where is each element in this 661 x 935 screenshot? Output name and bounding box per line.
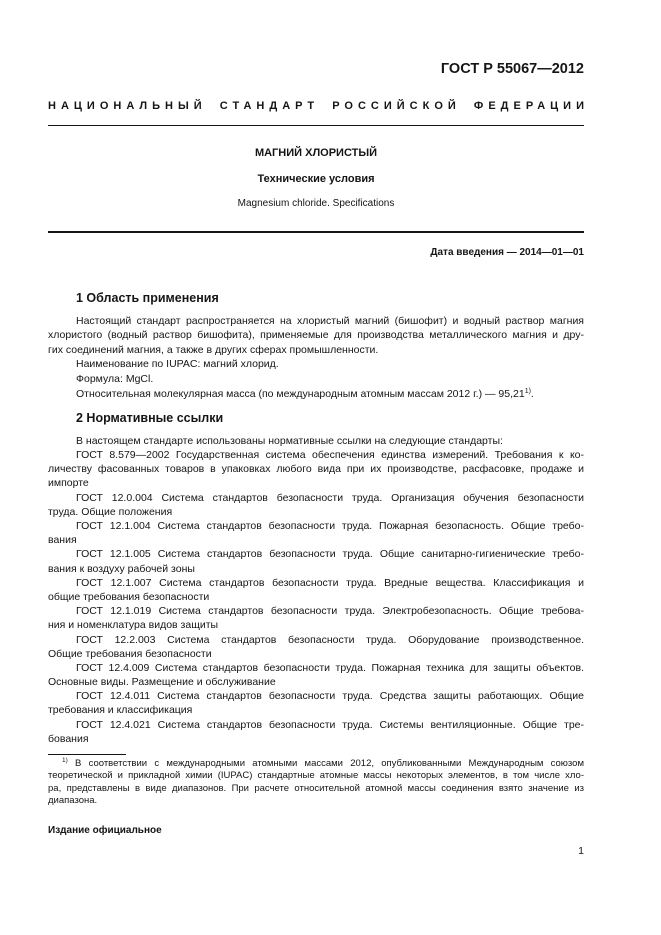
reference-entry xyxy=(48,491,584,519)
paragraph-line: гих соединений магния, а также в других сферах промышленности. xyxy=(48,343,379,356)
iupac-name-line: Наименование по IUPAC: магний хлорид. xyxy=(76,358,279,371)
footnote xyxy=(48,758,584,808)
reference-line: общие требования безопасности xyxy=(48,590,210,603)
reference-line: вания к воздуху рабочей зоны xyxy=(48,562,195,575)
reference-entry xyxy=(48,547,584,575)
reference-line: труда. Общие положения xyxy=(48,505,173,518)
paragraph xyxy=(48,314,584,358)
reference-entry xyxy=(48,718,584,746)
reference-line: требования и классификация xyxy=(48,704,193,717)
document-english-title: Magnesium chloride. Specifications xyxy=(237,198,395,209)
footnote-line: диапазона. xyxy=(48,795,98,807)
document-subtitle: Технические условия xyxy=(257,173,375,185)
reference-line: ГОСТ 12.0.004 Система стандартов безопасности труда. Организация обучения безопасности xyxy=(76,491,584,504)
formula-line: Формула: MgCl. xyxy=(76,373,154,386)
reference-entry xyxy=(48,576,584,604)
footnote-line: теоретической и прикладной химии (IUPAC) стандартные атомные массы некоторых элементов, в том числе хло- xyxy=(48,770,584,782)
page-number: 1 xyxy=(578,845,584,857)
header-divider xyxy=(48,125,584,126)
paragraph-line: хлористого (водный раствор бишофита), применяемые для производства металлического магния и дру- xyxy=(48,329,584,342)
standard-code: ГОСТ Р 55067—2012 xyxy=(440,61,584,77)
footnote-line: ра, представлены в виде диапазонов. При расчете относительной атомной массы соединения взято значение из xyxy=(48,782,584,794)
official-edition-label: Издание официальное xyxy=(48,825,162,836)
references-intro: В настоящем стандарте использованы нормативные ссылки на следующие стандарты: xyxy=(76,434,503,447)
footnote-reference: 1) xyxy=(524,387,531,395)
reference-line: вания xyxy=(48,534,77,547)
reference-line: ГОСТ 12.1.004 Система стандартов безопасности труда. Пожарная безопасность. Общие требо- xyxy=(76,520,584,533)
effective-date: Дата введения — 2014—01—01 xyxy=(430,247,584,258)
reference-line: Основные виды. Размещение и обслуживание xyxy=(48,676,276,689)
reference-entry xyxy=(48,448,584,491)
reference-line: личеству фасованных товаров в упаковках любого вида при их производстве, расфасовке, продаже и xyxy=(48,463,584,476)
section-body-scope xyxy=(48,314,584,402)
reference-line: бования xyxy=(48,732,89,745)
reference-line: ГОСТ 12.4.021 Система стандартов безопасности труда. Системы вентиляционные. Общие тре- xyxy=(76,718,584,731)
molecular-mass-line xyxy=(48,387,584,402)
national-standard-banner: НАЦИОНАЛЬНЫЙ СТАНДАРТ РОССИЙСКОЙ ФЕДЕРАЦИИ xyxy=(48,100,589,112)
paragraph-line: Настоящий стандарт распространяется на хлористый магний (бишофит) и водный раствор магния xyxy=(76,314,584,327)
document-title: МАГНИЙ ХЛОРИСТЫЙ xyxy=(254,147,378,159)
section-heading-references: 2 Нормативные ссылки xyxy=(76,411,224,425)
reference-entry xyxy=(48,689,584,717)
reference-line: ГОСТ 12.4.011 Система стандартов безопасности труда. Средства защиты работающих. Общие xyxy=(76,690,584,703)
reference-line: ГОСТ 12.2.003 Система стандартов безопасности труда. Оборудование производственное. xyxy=(76,633,584,646)
section-heading-scope: 1 Область применения xyxy=(76,291,219,305)
reference-entry xyxy=(48,519,584,547)
footnote-line xyxy=(48,758,584,771)
reference-entry xyxy=(48,661,584,689)
reference-line: ния и номенклатура видов защиты xyxy=(48,619,219,632)
reference-line: ГОСТ 8.579—2002 Государственная система обеспечения единства измерений. Требования к ко- xyxy=(76,449,584,462)
section-body-references xyxy=(48,434,584,746)
footnote-divider xyxy=(48,754,126,755)
reference-entry xyxy=(48,604,584,632)
reference-line: импорте xyxy=(48,477,89,490)
reference-line: Общие требования безопасности xyxy=(48,647,212,660)
reference-line: ГОСТ 12.1.007 Система стандартов безопасности труда. Вредные вещества. Классификация и xyxy=(76,576,584,589)
molecular-mass-text: Относительная молекулярная масса (по международным атомным массам 2012 г.) — 95,21 xyxy=(76,387,525,400)
sentence-end: . xyxy=(530,387,534,400)
reference-line: ГОСТ 12.4.009 Система стандартов безопасности труда. Пожарная техника для защиты объектов. xyxy=(76,661,584,674)
reference-entry xyxy=(48,633,584,661)
reference-line: ГОСТ 12.1.019 Система стандартов безопасности труда. Электробезопасность. Общие требова- xyxy=(76,605,584,618)
title-divider xyxy=(48,231,584,233)
reference-line: ГОСТ 12.1.005 Система стандартов безопасности труда. Общие санитарно-гигиенические требо- xyxy=(76,548,584,561)
footnote-marker: 1) xyxy=(62,757,68,765)
footnote-text: В соответствии с международными атомными массами 2012, опубликованными Международным союзом xyxy=(75,757,584,769)
